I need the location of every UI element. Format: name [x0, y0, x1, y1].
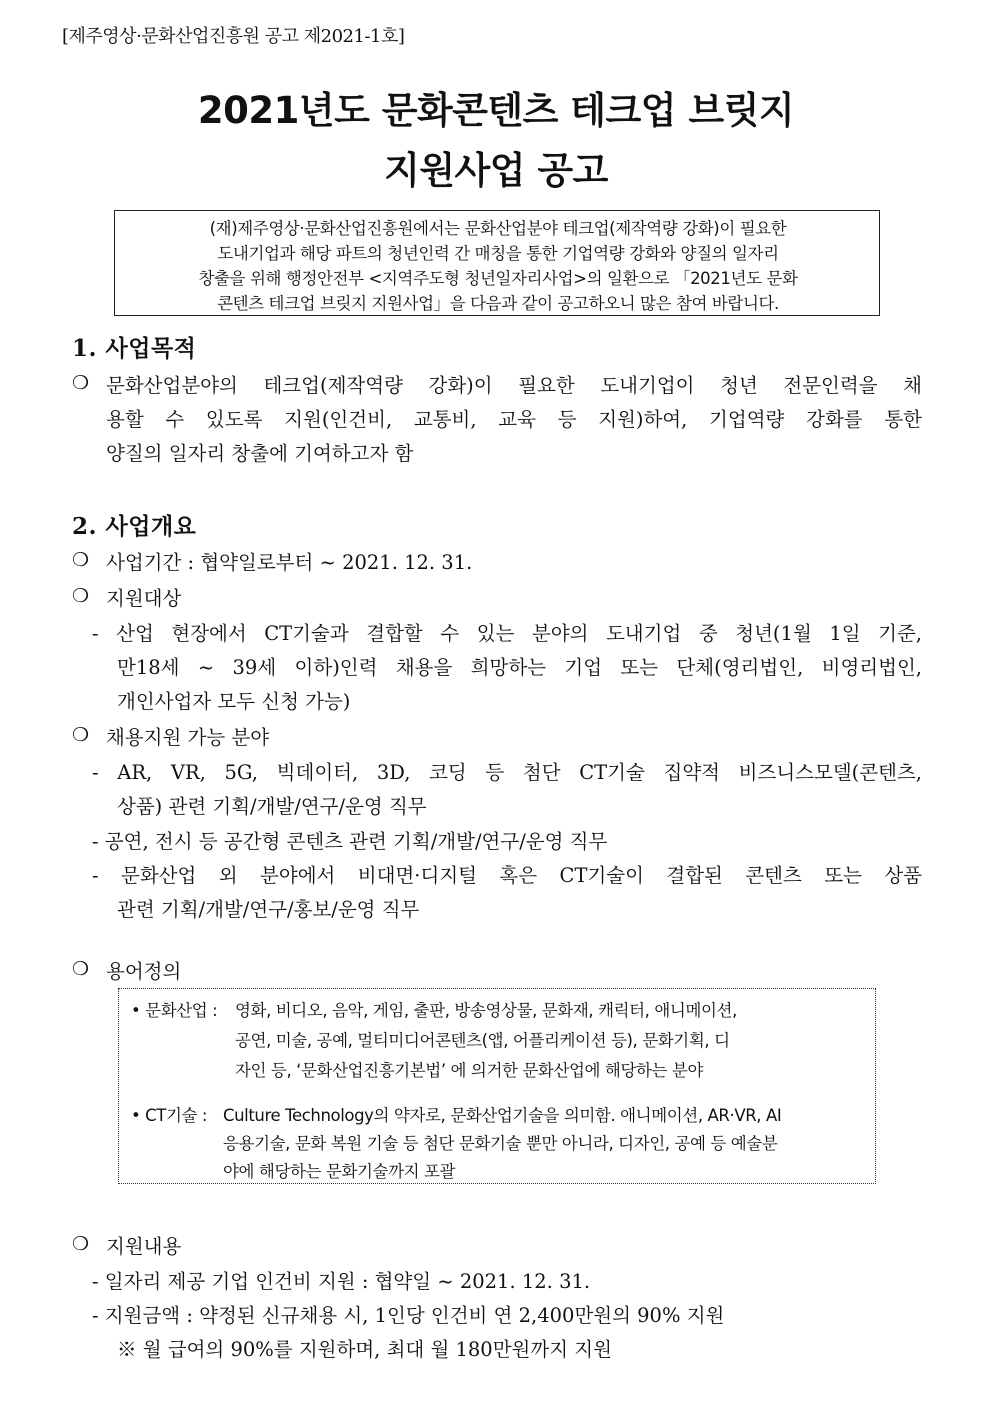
fields-line: - 공연, 전시 등 공간형 콘텐츠 관련 기획/개발/연구/운영 직무: [92, 830, 608, 853]
target-line: 만18세 ~ 39세 이하)인력 채용을 희망하는 기업 또는 단체(영리법인, 비영리법인,: [117, 656, 922, 679]
circle-bullet-icon: ❍: [72, 958, 90, 980]
support-label: 지원내용: [106, 1235, 182, 1258]
intro-line: 도내기업과 해당 파트의 청년인력 간 매칭을 통한 기업역량 강화와 양질의 일자리: [217, 244, 779, 263]
purpose-line: 용할 수 있도록 지원(인건비, 교통비, 교육 등 지원)하여, 기업역량 강화를 통한: [106, 408, 922, 431]
notice-number: [제주영상·문화산업진흥원 공고 제2021-1호]: [62, 26, 405, 47]
culture-industry-line: 자인 등, ‘문화산업진흥기본법’ 에 의거한 문화산업에 해당하는 분야: [235, 1061, 704, 1080]
intro-line: 콘텐츠 테크업 브릿지 지원사업」을 다음과 같이 공고하오니 많은 참여 바랍니다.: [217, 294, 779, 313]
circle-bullet-icon: ❍: [72, 585, 90, 607]
ct-tech-line: 응용기술, 문화 복원 기술 등 첨단 문화기술 뿐만 아니라, 디자인, 공예 등 예술분: [223, 1134, 778, 1153]
intro-box: [114, 210, 880, 316]
target-line: 개인사업자 모두 신청 가능): [117, 690, 351, 713]
intro-line: (재)제주영상·문화산업진흥원에서는 문화산업분야 테크업(제작역량 강화)이 필요한: [209, 219, 787, 238]
ct-tech-label: • CT기술 :: [131, 1106, 208, 1125]
purpose-line: 양질의 일자리 창출에 기여하고자 함: [106, 442, 414, 465]
circle-bullet-icon: ❍: [72, 724, 90, 746]
target-label: 지원대상: [106, 587, 182, 610]
target-line: - 산업 현장에서 CT기술과 결합할 수 있는 분야의 도내기업 중 청년(1월 1일 기준,: [92, 622, 922, 645]
circle-bullet-icon: ❍: [72, 372, 90, 394]
ct-tech-line: Culture Technology의 약자로, 문화산업기술을 의미함. 애니메이션, AR·VR, AI: [223, 1106, 782, 1125]
culture-industry-line: 영화, 비디오, 음악, 게임, 출판, 방송영상물, 문화재, 캐릭터, 애니메이션,: [235, 1001, 737, 1020]
page-title-line2: 지원사업 공고: [384, 149, 608, 192]
circle-bullet-icon: ❍: [72, 549, 90, 571]
fields-label: 채용지원 가능 분야: [106, 726, 270, 749]
support-line: - 일자리 제공 기업 인건비 지원 : 협약일 ~ 2021. 12. 31.: [92, 1270, 591, 1293]
support-line: - 지원금액 : 약정된 신규채용 시, 1인당 인건비 연 2,400만원의 90% 지원: [92, 1304, 725, 1327]
ct-tech-line: 야에 해당하는 문화기술까지 포괄: [223, 1162, 456, 1181]
fields-line: - 문화산업 외 분야에서 비대면·디지털 혹은 CT기술이 결합된 콘텐츠 또는 상품: [92, 864, 922, 887]
fields-line: 관련 기획/개발/연구/홍보/운영 직무: [117, 898, 420, 921]
fields-line: - AR, VR, 5G, 빅데이터, 3D, 코딩 등 첨단 CT기술 집약적 비즈니스모델(콘텐츠,: [92, 761, 922, 784]
definitions-box: [118, 988, 876, 1184]
fields-line: 상품) 관련 기획/개발/연구/운영 직무: [117, 795, 427, 818]
support-note: ※ 월 급여의 90%를 지원하며, 최대 월 180만원까지 지원: [117, 1338, 612, 1361]
section-heading-purpose: 1. 사업목적: [72, 335, 197, 362]
purpose-line: 문화산업분야의 테크업(제작역량 강화)이 필요한 도내기업이 청년 전문인력을 채: [106, 374, 922, 397]
period-line: 사업기간 : 협약일로부터 ~ 2021. 12. 31.: [106, 551, 473, 574]
intro-line: 창출을 위해 행정안전부 <지역주도형 청년일자리사업>의 일환으로 「2021년도 문화: [198, 269, 798, 288]
section-heading-overview: 2. 사업개요: [72, 513, 197, 540]
culture-industry-line: 공연, 미술, 공예, 멀티미디어콘텐츠(앱, 어플리케이션 등), 문화기획, 디: [235, 1031, 730, 1050]
culture-industry-label: • 문화산업 :: [131, 1001, 218, 1020]
circle-bullet-icon: ❍: [72, 1233, 90, 1255]
page-title-line1: 2021년도 문화콘텐츠 테크업 브릿지: [197, 89, 795, 132]
terms-label: 용어정의: [106, 960, 182, 983]
